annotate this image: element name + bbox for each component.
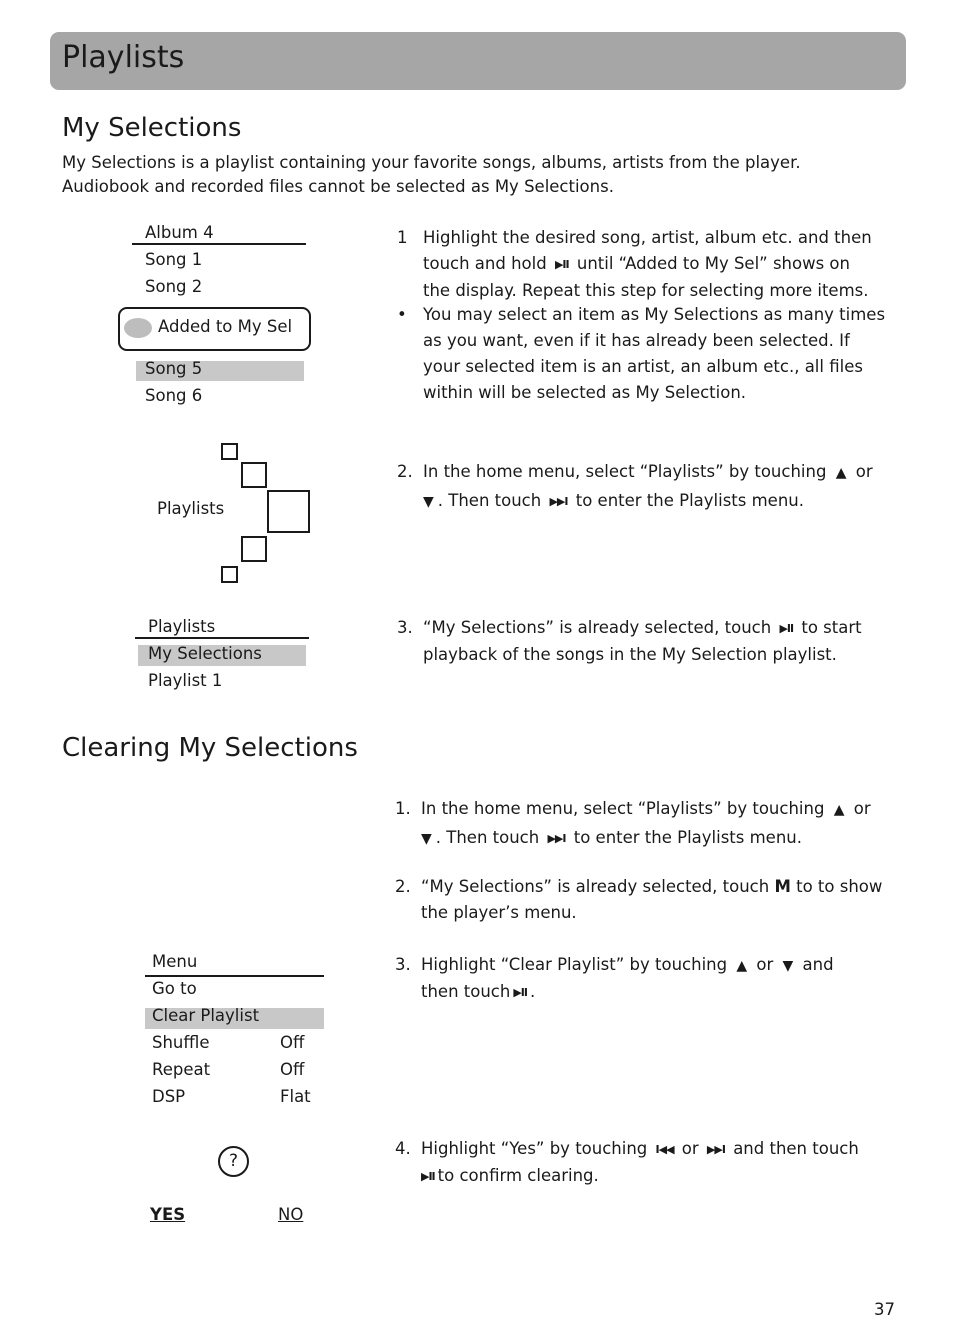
step-number: 1 [397, 228, 408, 247]
s2-step-1-text-c: to enter the Playlists menu. [573, 828, 802, 847]
s1-step-2-or: or [855, 462, 873, 481]
carousel-square-mid-top [241, 462, 267, 488]
screen3-item-my-selections: My Selections [148, 644, 262, 663]
step-number: 1. [395, 799, 411, 818]
menu-repeat-value: Off [280, 1060, 305, 1079]
s2-step-2-text-a: “My Selections” is already selected, touch [421, 877, 770, 896]
screen1-rule [132, 243, 306, 245]
step-1-line-2 [423, 251, 897, 278]
s2-step-4 [395, 1136, 900, 1190]
question-icon: ? [218, 1146, 249, 1177]
next-icon: ▶▶I [547, 832, 566, 845]
s1-step-2-text-a: In the home menu, select “Playlists” by touching [423, 462, 827, 481]
up-arrow-icon: ▲ [835, 465, 847, 481]
menu-dsp: DSP [152, 1087, 186, 1106]
page-number: 37 [874, 1300, 895, 1319]
menu-shuffle: Shuffle [152, 1033, 210, 1052]
s2-step-2-text-b: to to show [796, 877, 883, 896]
section-title-clearing: Clearing My Selections [62, 733, 358, 763]
s2-step-3-line-2 [421, 979, 900, 1006]
s2-step-4-text-c: to confirm clearing. [437, 1166, 599, 1185]
intro-line-1: My Selections is a playlist containing your favorite songs, albums, artists from the player. [62, 153, 801, 172]
screen3-rule [135, 637, 309, 639]
step-1-line-2b: until “Added to My Sel” shows on [576, 254, 850, 273]
bullet-line-1: You may select an item as My Selections as many times [423, 305, 886, 324]
s2-step-1-line-2 [421, 824, 900, 853]
s2-step-1 [395, 795, 900, 853]
bullet-line-2: as you want, even if it has already been selected. If [423, 331, 850, 350]
s1-step-3-line-1 [423, 615, 897, 642]
confirm-no: NO [278, 1205, 304, 1224]
s2-step-4-text-a: Highlight “Yes” by touching [421, 1139, 648, 1158]
s2-step-4-text-b: and then touch [733, 1139, 859, 1158]
menu-header: Menu [152, 952, 198, 971]
s1-step-1 [397, 225, 897, 304]
screen1-header: Album 4 [145, 223, 214, 242]
tooltip-text: Added to My Sel [158, 317, 293, 336]
carousel-square-selected [267, 490, 310, 533]
carousel-square-mid-bottom [241, 536, 267, 562]
up-arrow-icon: ▲ [833, 802, 845, 818]
s1-step-2 [397, 458, 897, 516]
confirm-yes: YES [150, 1205, 186, 1224]
menu-shuffle-value: Off [280, 1033, 305, 1052]
s2-step-3-text-b: then touch [421, 982, 511, 1001]
play-pause-icon: ▶II [779, 622, 794, 635]
screen2-label: Playlists [157, 499, 225, 518]
s2-step-2-line-2: the player’s menu. [421, 903, 577, 922]
s1-step-3-text-b: to start [801, 618, 862, 637]
menu-dsp-value: Flat [280, 1087, 311, 1106]
s1-step-3-text-a: “My Selections” is already selected, touch [423, 618, 772, 637]
section-title-my-selections: My Selections [62, 113, 242, 143]
s2-step-3-and: and [802, 955, 834, 974]
bullet-line-3: your selected item is an artist, an album etc., all files [423, 357, 863, 376]
play-pause-icon: ▶II [513, 986, 527, 999]
bullet-line-4: within will be selected as My Selection. [423, 383, 747, 402]
screen3-header: Playlists [148, 617, 216, 636]
down-arrow-icon: ▼ [423, 494, 434, 510]
s2-step-3 [395, 952, 900, 1006]
screen1-song-1: Song 1 [145, 250, 203, 269]
play-pause-icon: ▶II [421, 1170, 435, 1183]
s2-step-4-line-1 [421, 1136, 900, 1163]
step-number: 4. [395, 1139, 411, 1158]
s1-step-3-line-2: playback of the songs in the My Selection playlist. [423, 645, 837, 664]
s2-step-2 [395, 874, 900, 926]
menu-repeat: Repeat [152, 1060, 211, 1079]
next-icon: ▶▶I [706, 1143, 725, 1156]
s2-step-1-or: or [853, 799, 871, 818]
s1-step-2-text-b: . Then touch [437, 491, 542, 510]
step-1-line-2a: touch and hold [423, 254, 547, 273]
s1-step-3 [397, 615, 897, 668]
s2-step-1-text-b: . Then touch [435, 828, 540, 847]
up-arrow-icon: ▲ [736, 958, 748, 974]
next-icon: ▶▶I [549, 495, 568, 508]
previous-icon: I◀◀ [655, 1143, 674, 1156]
menu-clear-playlist: Clear Playlist [152, 1006, 260, 1025]
screen1-song-5: Song 5 [145, 359, 203, 378]
page-title: Playlists [62, 40, 185, 75]
screen3-item-playlist-1: Playlist 1 [148, 671, 223, 690]
intro-line-2: Audiobook and recorded files cannot be selected as My Selections. [62, 177, 614, 196]
step-number: 3. [397, 618, 413, 637]
step-number: 2. [395, 877, 411, 896]
s2-step-3-line-1 [421, 952, 900, 979]
step-number: 3. [395, 955, 411, 974]
s2-step-3-text-a: Highlight “Clear Playlist” by touching [421, 955, 728, 974]
s2-step-1-line-1 [421, 795, 900, 824]
down-arrow-icon: ▼ [782, 958, 794, 974]
s1-step-2-line-2 [423, 487, 897, 516]
menu-rule [145, 975, 324, 977]
s2-step-1-text-a: In the home menu, select “Playlists” by touching [421, 799, 825, 818]
down-arrow-icon: ▼ [421, 831, 432, 847]
s2-step-4-line-2 [421, 1163, 900, 1190]
s2-step-3-or: or [756, 955, 774, 974]
menu-m-icon: M [774, 877, 791, 896]
s1-step-2-line-1 [423, 458, 897, 487]
bullet-mark: • [397, 305, 407, 324]
s1-bullet [397, 302, 897, 406]
carousel-square-small-bottom [221, 566, 238, 583]
s1-step-2-text-c: to enter the Playlists menu. [575, 491, 804, 510]
play-pause-icon: ▶II [554, 258, 569, 271]
menu-go-to: Go to [152, 979, 197, 998]
step-1-line-3: the display. Repeat this step for selecting more items. [423, 281, 869, 300]
screen1-song-6: Song 6 [145, 386, 203, 405]
step-1-line-1: Highlight the desired song, artist, album etc. and then [423, 228, 872, 247]
step-number: 2. [397, 462, 413, 481]
screen1-song-2: Song 2 [145, 277, 203, 296]
s2-step-2-line-1 [421, 874, 900, 900]
speech-bubble-icon [124, 318, 152, 338]
s2-step-3-text-c: . [530, 982, 536, 1001]
s2-step-4-or: or [681, 1139, 699, 1158]
carousel-square-small-top [221, 443, 238, 460]
